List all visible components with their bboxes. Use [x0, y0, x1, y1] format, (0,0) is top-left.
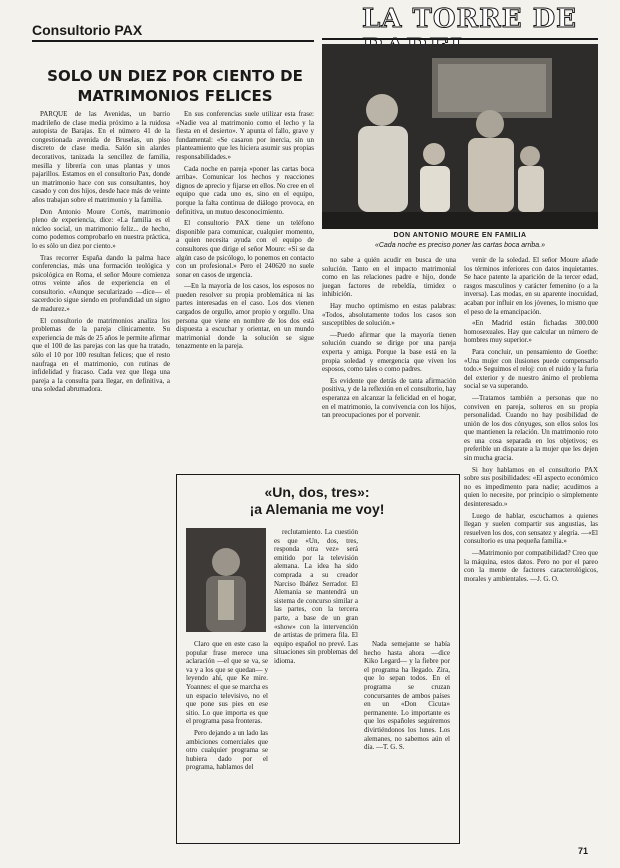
section-title: Consultorio PAX — [32, 22, 143, 38]
col2-paragraph: En sus conferencias suele utilizar esta frase: «Nadie vea al matrimonio como el lecho y la fiesta en el desierto». Y apunta el fallo, grave y fundamental: «Se casaron por inercia, sin un planteamiento que les hiciera asumir sus propias responsabilidades.» — [176, 110, 314, 161]
col4-paragraph: «En Madrid están fichadas 300.000 homosexuales. Hay que calcular un número de hombres muy superior.» — [464, 319, 598, 345]
col3-paragraph: Es evidente que detrás de tanta afirmación positiva, y de la reflexión en el consultorio, hay esperanza en alcanzar la felicidad en el hogar, en el matrimonio, la convivencia con los hijos, tan preocupaciones por el porvenir. — [322, 376, 456, 420]
col1-paragraph: Don Antonio Moure Cortés, matrimonio pleno de experiencia, dice: «La familia es el núcleo social, un matrimonio feliz... de hecho, como podemos comprobarlo en nuestra práctica, lo es sólo un diez por ciento.» — [32, 207, 170, 250]
box-col1-paragraph: Claro que en este caso la popular frase merece una aclaración —el que se va, se va y a los que se quedan— y leyendo ahí, que Ke mire. Yoannes: el que se marcha es un espacio televisivo, no el que pone sus pies en ese sitio. Lo que importa es que el programa pasa fronteras. — [186, 640, 268, 726]
col4-paragraph: —Matrimonio por compatibilidad? Creo que la máquina, estos datos. Pero no por el pareo con la mente de factores caracterológicos, morales y ambientales. —J. G. O. — [464, 549, 598, 583]
box-column-2 — [274, 528, 358, 836]
col4-paragraph: venir de la soledad. El señor Moure añade los términos inferiores con datos inquietantes. Se hace patente la aparición de la tercer edad, rasgos masculinos y carácter femenino (o a la inversa). Las modas, en su aparente inocuidad, acaban por influir en los jóvenes, lo mismo que el peso de la emancipación. — [464, 256, 598, 316]
page-number: 71 — [578, 846, 589, 856]
banner-title: LA TORRE DE — [362, 4, 577, 34]
banner-rule — [322, 38, 598, 40]
box-photo-illustration — [186, 528, 266, 632]
family-photo — [322, 44, 598, 229]
col4-paragraph: Si hoy hablamos en el consultorio PAX sobre sus posibilidades: «El aspecto económico no es impedimento para nadie; acudimos a quien lo necesite, por principio o simplemente desinteresado.» — [464, 465, 598, 509]
article-column-4 — [464, 256, 598, 844]
photo-label: DON ANTONIO MOURE EN FAMILIA — [393, 232, 527, 239]
article-column-3 — [322, 256, 456, 466]
col1-paragraph: Tras recorrer España dando la palma hace conferencias, más una formación teológica y psicológica en Roma, el señor Moure comienza otros veinte años de experiencia en el consultorio. «Aunque secularizado —dice— el sacerdocio sigue siendo en profundidad un signo de madurez.» — [32, 253, 170, 314]
article-headline: SOLO UN DIEZ POR CIENTO DE MATRIMONIOS FELICES — [47, 67, 303, 105]
col3-paragraph: Hay mucho optimismo en estas palabras: «Todos, absolutamente todos los casos son susceptibles de solución.» — [322, 301, 456, 328]
col2-paragraph: —En la mayoría de los casos, los esposos no pueden resolver su propia problemática ni las partes interesadas en el caso. Los dos vienen cargados de orgullo, amor propio y orgullo. Una persona que viene en nombre de los dos está dispuesta a escuchar y orientar, en un mundo matrimonial donde la solución se sigue tenazmente en la pareja. — [176, 282, 314, 351]
family-photo-illustration — [322, 44, 598, 229]
col2-paragraph: El consultorio PAX tiene un teléfono disponible para comunicar, cualquier momento, a quien necesita ayuda con el equipo de consultores que dirige el señor Moure: «Si se da algún caso de psicólogo, lo ponemos en contacto con un profesional.» Pero el 240620 no suele sonar en casos de urgencia. — [176, 219, 314, 279]
box-photo — [186, 528, 266, 632]
box-headline-line-2: ¡a Alemania me voy! — [249, 501, 385, 517]
box-headline — [186, 484, 448, 518]
col4-paragraph: Para concluir, un pensamiento de Goethe: «Una mujer con ilusiones puede compensarlo todo.» Seguimos el reloj: con el ruido y la furia del exterior y de nuestro ánimo el problema social se va superando. — [464, 347, 598, 391]
article-column-2 — [176, 110, 314, 465]
col3-paragraph: no sabe a quién acudir en busca de una solución. Tanto en el impacto matrimonial como en las relaciones padre e hijo, donde juegan factores de rebeldía, timidez o inhibición. — [322, 256, 456, 299]
col3-paragraph: —Puedo afirmar que la mayoría tienen solución cuando se dirige por una pareja experta y amiga. Porque la base está en la propia soledad y emergencia que viven los esposos, como tales o como padres. — [322, 330, 456, 374]
box-column-1 — [186, 640, 268, 836]
col4-paragraph: —Tratamos también a personas que no conviven en pareja, solteros en su propia personalidad. Cuando no hay posibilidad de unión de los dos cónyuges, son ellos solos los que mantienen la relación. Un matrimonio roto es una cosa separada en los objetivos; es preferible un disparate a la mujer que les dejen sin mucha gracia. — [464, 393, 598, 463]
box-col3-paragraph: Nada semejante se había hecho hasta ahora —dice Kiko Legard— y la fiebre por el programa ha llegado. Zira, que lo sepan todos. En el programa se cruzan concursantes de ambos países en un «Don Cicuta» permanente. Lo importante es que los españoles seguiremos divirtiéndonos los lunes. Los alemanes, no sabemos aún el día. —T. G. S. — [364, 640, 450, 752]
photo-caption: «Cada noche es preciso poner las cartas boca arriba.» — [374, 242, 546, 249]
box-col2-paragraph: reclutamiento. La cuestión es que «Un, dos, tres, responda otra vez» será emitido por la televisión alemana. La idea ha sido comprada a su creador Narciso Ibáñez Serrador. El Alemania se mantendrá un sistema de concurso similar a las partes, con la tercera parte, a base de un gran «show» con la intervención de artistas de primera fila. El equipo español no prevé. Las situaciones sin problemas del idioma. — [274, 528, 358, 665]
col2-paragraph: Cada noche en pareja «poner las cartas boca arriba». Comunicar los hechos y reacciones dignos de aprecio y fijarse en ellos. No cree en el equipo que cada uno es, sino en el equipo, porque la falta continua de diálogo provoca, en definitiva, un mutuo desconocimiento. — [176, 164, 314, 216]
box-column-3 — [364, 640, 450, 836]
article-column-1 — [32, 110, 170, 845]
col1-paragraph: PARQUE de las Avenidas, un barrio madrileño de clase media próximo a la ruidosa autopista de Barajas. En el número 41 de la congestionada avenida de Bruselas, un piso discreto de clase media. Salón sin alardes decorativos, tanizada la sencillez de familia, mesilla y librería con unas plantas y unos pajarillos. Estamos en el consultorio Pax, donde un matrimonio hace con sus consultantes, hoy casado y con dos hijos, desde hace más de veinte años trabajan sobre el matrimonio y la familia. — [32, 110, 170, 204]
box-headline-line-1: «Un, dos, tres»: — [264, 484, 370, 500]
box-col1-paragraph: Pero dejando a un lado las ambiciones comerciales que otro cualquier programa se hubiera dado por el programa, hablamos del — [186, 728, 268, 772]
section-rule — [32, 40, 314, 42]
col1-paragraph: El consultorio de matrimonios analiza los problemas de la pareja clínicamente. Su experiencia de más de 25 años le permite afirmar que el 100 de las parejas con las que ha tratado, sólo el 10 por 100 resultan felices; que el resto naufraga en el matrimonio, con rutinas de infidelidad y fracaso. Cada vez que llega una pareja a la consulta para llegar, en definitiva, a una soledad abrumadora. — [32, 316, 170, 394]
col4-paragraph: Luego de hablar, escuchamos a quienes llegan y suelen compartir sus angustias, las resuelven los dos, con sensatez y alegría. —«El consultorio es una pequeña familia.» — [464, 511, 598, 546]
